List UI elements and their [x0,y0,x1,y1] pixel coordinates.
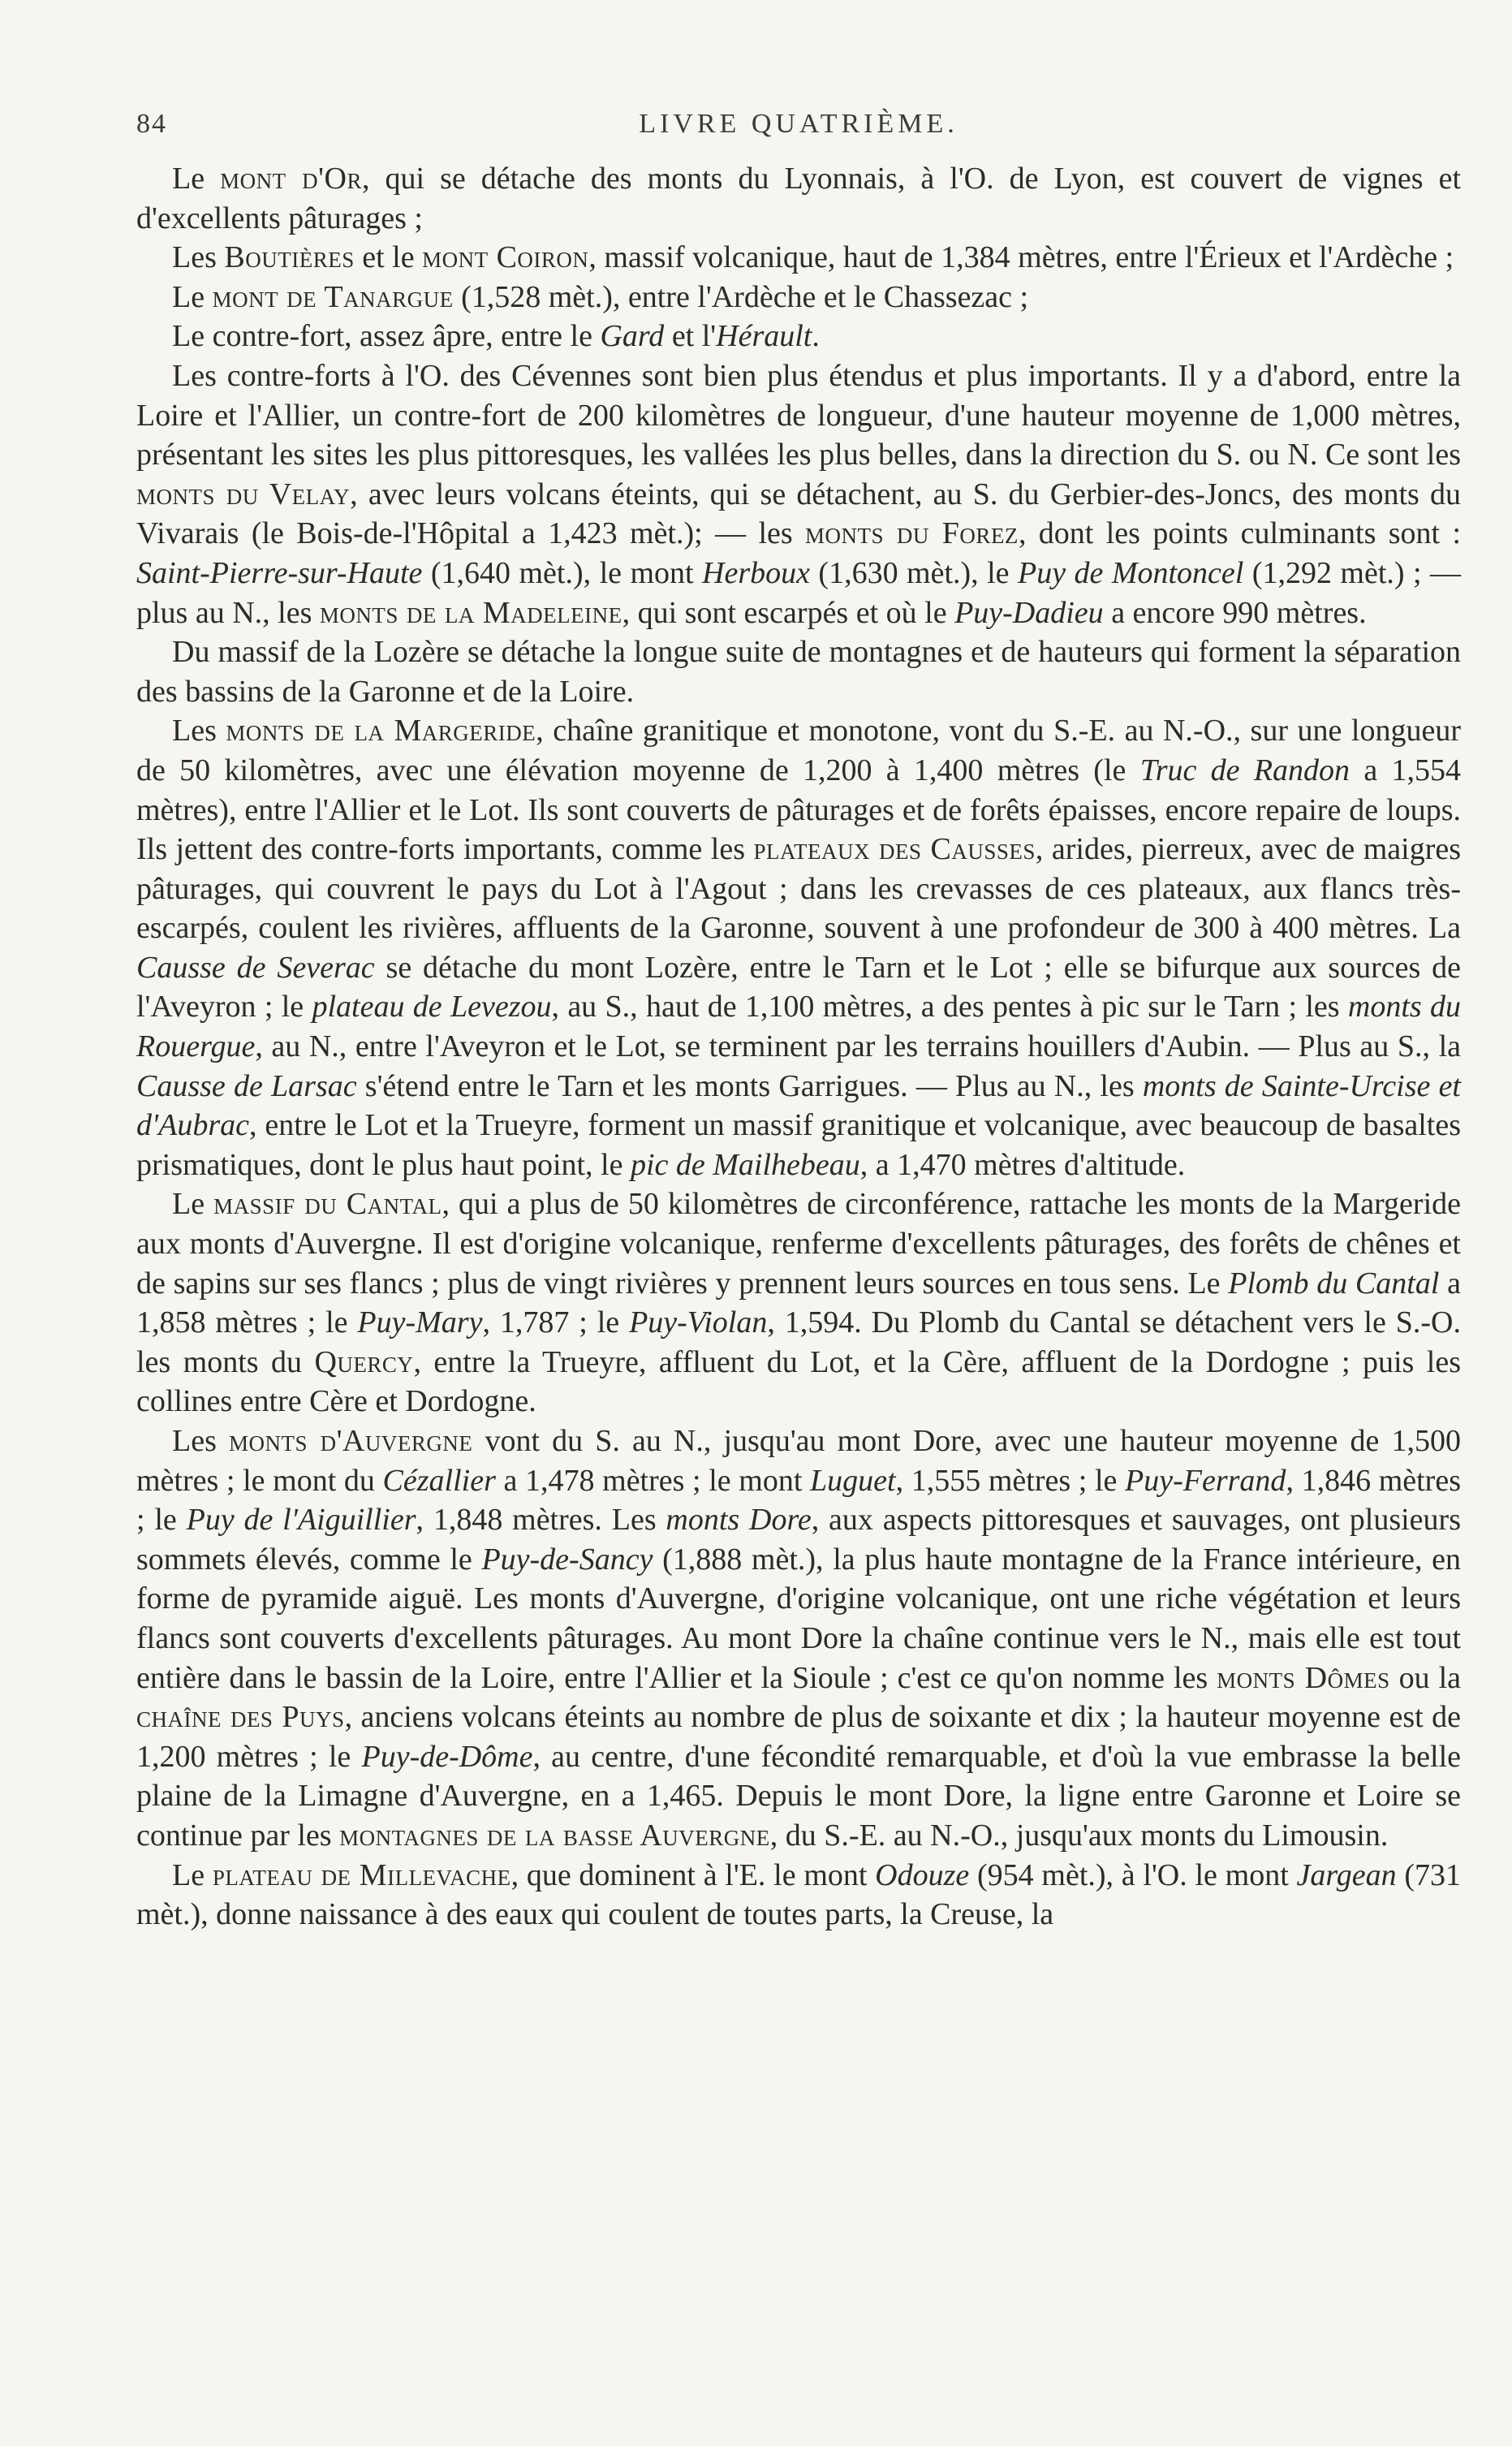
text-run: , qui se détache des monts du Lyonnais, à l'O. de Lyon, est couvert de vignes et d'excellents pâturages ; [136,162,1462,235]
italic-term: Odouze [875,1857,970,1892]
text-run: a 1,554 mètres), entre l'Allier et le Lot. Ils sont couverts de pâturages et de forêts épaisses, encore repaire de loups. Ils jettent des contre-forts importants, comme les [136,753,1461,867]
italic-term: plateau de Levezou [312,990,552,1025]
text-run: s'étend entre le Tarn et les monts Garrigues. — Plus au N., les [356,1068,1143,1103]
place-name: mont de Tanargue [212,279,454,314]
text-run: , au S., haut de 1,100 mètres, a des pentes à pic sur le Tarn ; les [551,990,1348,1025]
text-run: a 1,858 mètres ; le [136,1266,1461,1340]
paragraph [136,278,1461,317]
text-run: (1,630 mèt.), le [809,555,1018,590]
text-run: a 1,478 mètres ; le mont [495,1463,811,1498]
italic-term: Herboux [702,555,810,590]
italic-term: Plomb du Cantal [1228,1266,1440,1301]
text-run: (1,528 mèt.), entre l'Ardèche et le Chassezac ; [453,279,1029,314]
italic-term: pic de Mailhebeau [630,1147,860,1182]
text-run: (1,888 mèt.), la plus haute montagne de la France intérieure, en forme de pyramide aiguë. Les monts d'Auvergne, d'origine volcanique, ont une riche végétation et leurs flancs sont couverts d'excellents pâturages. Au mont Dore la chaîne continue vers le N., mais elle est tout entière dans le bassin de la Loire, entre l'Allier et la Sioule ; c'est ce qu'on nomme les [136,1542,1461,1695]
text-run: et l' [664,319,717,354]
book-page [136,96,1461,1935]
text-run: Le contre-fort, assez âpre, entre le [172,319,601,354]
text-run: , qui sont escarpés et où le [622,595,955,630]
place-name: monts de la Madeleine [319,595,622,630]
text-run: ou la [1389,1660,1461,1695]
text-run: , entre le Lot et la Trueyre, forment un massif granitique et volcanique, avec beaucoup de basaltes prismatiques, dont le plus haut point, le [136,1108,1461,1182]
place-name: plateaux des Causses [753,832,1036,867]
text-run: , aux aspects pittoresques et sauvages, ont plusieurs sommets élevés, comme le [136,1503,1461,1577]
place-name: Quercy [314,1344,414,1379]
paragraph [136,1421,1461,1856]
paragraph [136,711,1461,1184]
text-run: , 1,594. Du Plomb du Cantal se détachent vers le S.-O. les monts du [136,1305,1461,1379]
text-run: , dont les points culminants sont : [1018,516,1462,551]
text-run: , chaîne granitique et monotone, vont du S.-E. au N.-O., sur une longueur de 50 kilomètres, avec une élévation moyenne de 1,200 à 1,400 mètres (le [136,714,1461,787]
text-run: , 1,787 ; le [482,1305,630,1340]
italic-term: Truc de Randon [1139,753,1350,787]
italic-term: monts du Rouergue [136,990,1461,1064]
text-run: et le [354,240,423,275]
text-run: , avec leurs volcans éteints, qui se détachent, au S. du Gerbier-des-Joncs, des monts du Vivarais (le Bois-de-l'Hôpital a 1,423 mèt.); — les [136,477,1461,551]
italic-term: Causse de Larsac [136,1068,357,1103]
page-header [136,96,1461,153]
text-run: , anciens volcans éteints au nombre de plus de soixante et dix ; la hauteur moyenne est de 1,200 mètres ; le [136,1700,1461,1774]
italic-term: Puy-de-Dôme [361,1739,533,1774]
text-run: Le [172,279,213,314]
italic-term: Cézallier [382,1463,496,1498]
text-run: , massif volcanique, haut de 1,384 mètres, entre l'Érieux et l'Ardèche ; [588,240,1454,275]
place-name: monts du Forez [805,516,1019,551]
place-name: monts de la Margeride [226,714,536,748]
text-run: (1,292 mèt.) ; — plus au N., les [136,555,1461,630]
italic-term: Saint-Pierre-sur-Haute [136,555,423,590]
text-run: a encore 990 mètres. [1103,595,1367,630]
page-number: 84 [136,109,167,139]
running-title: LIVRE QUATRIÈME. [639,109,958,139]
italic-term: Puy-Dadieu [954,595,1104,630]
text-run: , 1,846 mètres ; le [136,1463,1461,1538]
italic-term: Hérault [716,319,812,354]
italic-term: Gard [600,319,665,354]
text-run: . [812,319,820,354]
paragraph [136,238,1461,278]
italic-term: Jargean [1296,1857,1397,1892]
text-run: , entre la Trueyre, affluent du Lot, et la Cère, affluent de la Dordogne ; puis les collines entre Cère et Dordogne. [136,1344,1461,1419]
text-run: Du massif de la Lozère se détache la longue suite de montagnes et de hauteurs qui forment la séparation des bassins de la Garonne et de la Loire. [136,635,1461,709]
place-name: plateau de Millevache [212,1857,511,1892]
place-name: monts du Velay [136,477,351,511]
place-name: mont Coiron [422,240,589,275]
paragraph [136,1856,1461,1935]
text-run: Les [172,1424,229,1458]
text-run: Le [172,1857,213,1892]
text-run: , au centre, d'une fécondité remarquable, et d'où la vue embrasse la belle plaine de la Limagne d'Auvergne, en a 1,465. Depuis le mont Dore, la ligne entre Garonne et Loire se continue par les [136,1739,1461,1853]
text-run: Le [172,1187,214,1222]
text-run: Les [172,714,226,748]
place-name: monts d'Auvergne [228,1424,473,1458]
text-run: , qui a plus de 50 kilomètres de circonférence, rattache les monts de la Margeride aux monts d'Auvergne. Il est d'origine volcanique, renferme d'excellents pâturages, des forêts de chênes et de sapins sur ses flancs ; plus de vingt rivières y prennent leurs sources en tous sens. Le [136,1187,1461,1301]
text-run: , arides, pierreux, avec de maigres pâturages, qui couvrent le pays du Lot à l'Agout ; dans les crevasses de ces plateaux, aux flancs très-escarpés, coulent les rivières, affluents de la Garonne, souvent à une profondeur de 300 à 400 mètres. La [136,832,1462,946]
text-run: , a 1,470 mètres d'altitude. [859,1147,1186,1182]
italic-term: Puy-Violan [629,1305,768,1340]
text-run: Les contre-forts à l'O. des Cévennes sont bien plus étendus et plus importants. Il y a d'abord, entre la Loire et l'Allier, un contre-fort de 200 kilomètres de longueur, d'une hauteur moyenne de 1,000 mètres, présentant les sites les plus pittoresques, les vallées les plus belles, dans la direction du S. ou N. Ce sont les [136,358,1461,472]
place-name: chaîne des Puys [136,1700,345,1735]
place-name: mont d'Or [220,162,362,196]
italic-term: Puy de Montoncel [1018,555,1244,590]
italic-term: Puy-Ferrand [1125,1463,1286,1498]
italic-term: Puy-Mary [357,1305,483,1340]
text-run: (731 mèt.), donne naissance à des eaux qui coulent de toutes parts, la Creuse, la [136,1857,1462,1932]
place-name: montagnes de la basse Auvergne [339,1818,770,1853]
text-run: , 1,555 mètres ; le [895,1463,1126,1498]
italic-term: Puy-de-Sancy [481,1542,653,1577]
italic-term: Puy de l'Aiguillier [186,1503,416,1538]
paragraph [136,1184,1461,1421]
italic-term: monts Dore [666,1503,812,1538]
paragraph [136,317,1461,356]
text-run: (1,640 mèt.), le mont [422,555,703,590]
text-run: , du S.-E. au N.-O., jusqu'aux monts du Limousin. [769,1818,1389,1853]
text-run: , que dominent à l'E. le mont [510,1857,876,1892]
paragraph [136,356,1461,632]
text-run: , au N., entre l'Aveyron et le Lot, se terminent par les terrains houillers d'Aubin. — Plus au S., la [255,1029,1461,1064]
text-run: vont du S. au N., jusqu'au mont Dore, avec une hauteur moyenne de 1,500 mètres ; le mont du [136,1424,1461,1498]
place-name: Boutières [224,240,355,275]
text-run: (954 mèt.), à l'O. le mont [969,1857,1297,1892]
text-run: Les [172,240,225,275]
place-name: massif du Cantal [213,1187,442,1222]
place-name: monts Dômes [1217,1660,1390,1695]
italic-term: Causse de Severac [136,950,375,985]
italic-term: monts de Sainte-Urcise et d'Aubrac [136,1068,1461,1143]
text-run: se détache du mont Lozère, entre le Tarn et le Lot ; elle se bifurque aux sources de l'Aveyron ; le [136,950,1461,1025]
paragraph [136,632,1461,711]
italic-term: Luguet [810,1463,896,1498]
text-run: Le [172,162,221,196]
paragraph [136,159,1461,238]
body-text [136,159,1461,1935]
text-run: , 1,848 mètres. Les [416,1503,666,1538]
